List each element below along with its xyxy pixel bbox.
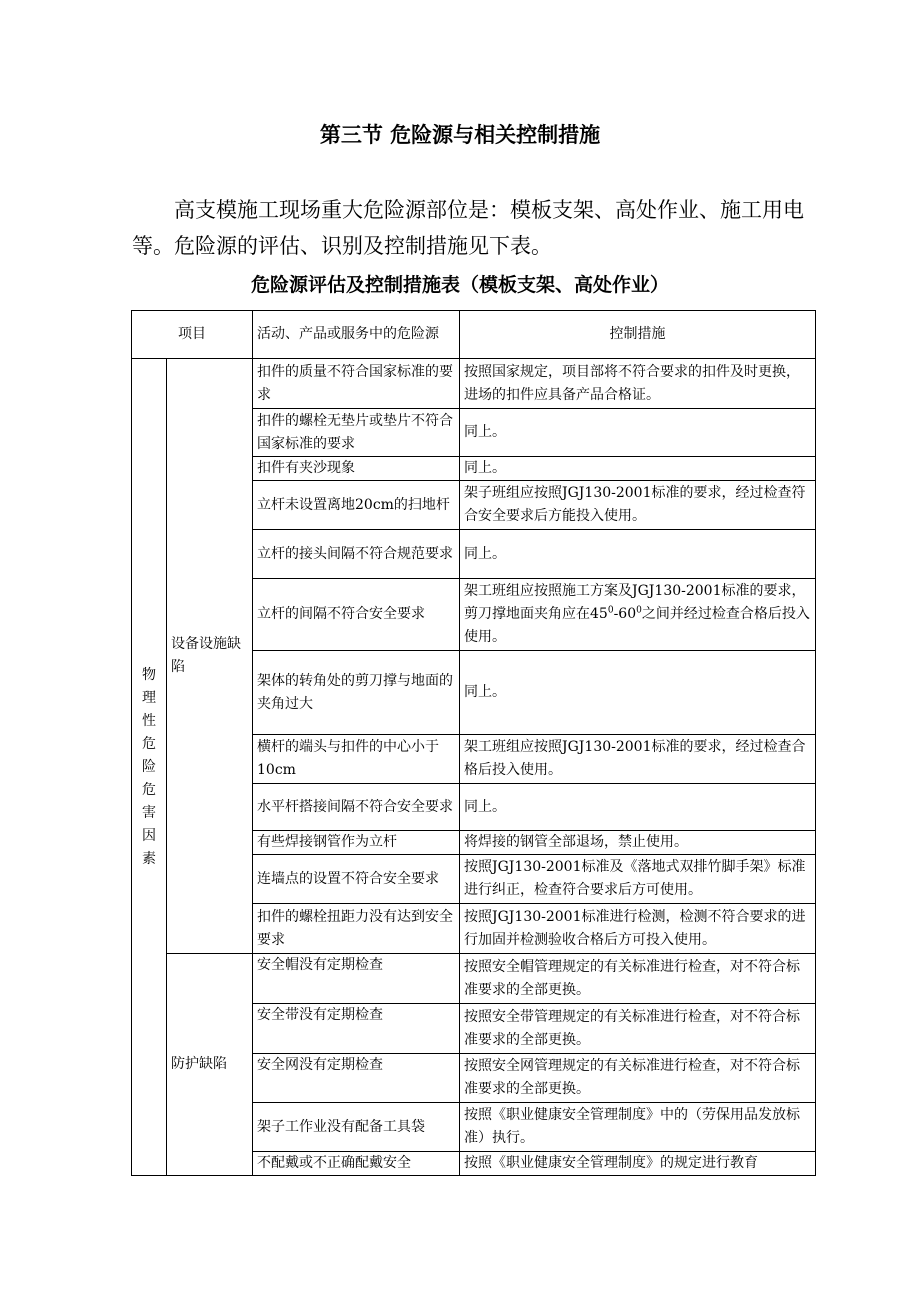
group-protection-cell: 防护缺陷 (167, 954, 253, 1176)
hazard-cell: 扣件的螺栓扭距力没有达到安全要求 (253, 904, 460, 954)
measure-cell (460, 579, 816, 651)
measure-cell: 按照国家规定，项目部将不符合要求的扣件及时更换，进场的扣件应具备产品合格证。 (460, 359, 816, 409)
table-header-row (132, 311, 816, 359)
measure-cell: 架工班组应按照JGJ130-2001标准的要求，经过检查合格后投入使用。 (460, 735, 816, 784)
hazard-cell: 有些焊接钢管作为立杆 (253, 831, 460, 855)
hazard-cell: 扣件的质量不符合国家标准的要求 (253, 359, 460, 409)
hazard-cell: 架体的转角处的剪刀撑与地面的夹角过大 (253, 651, 460, 735)
header-item: 项目 (132, 311, 253, 359)
hazard-cell: 不配戴或不正确配戴安全 (253, 1152, 460, 1176)
degree-superscript: 0 (607, 605, 614, 616)
category-char: 危 (142, 735, 156, 752)
category-char: 险 (142, 758, 156, 775)
hazard-cell: 扣件有夹沙现象 (253, 457, 460, 481)
measure-cell: 按照安全带管理规定的有关标准进行检查，对不符合标准要求的全部更换。 (460, 1004, 816, 1054)
hazard-table (131, 310, 816, 1176)
measure-text-c: 之间并经过检查合格后投入使用。 (464, 606, 810, 645)
category-char: 因 (142, 827, 156, 844)
category-char: 物 (142, 666, 156, 683)
measure-cell: 同上。 (460, 651, 816, 735)
hazard-cell: 安全帽没有定期检查 (253, 954, 460, 1004)
measure-cell: 同上。 (460, 530, 816, 579)
measure-cell: 按照安全网管理规定的有关标准进行检查，对不符合标准要求的全部更换。 (460, 1054, 816, 1103)
measure-cell: 架子班组应按照JGJ130-2001标准的要求，经过检查符合安全要求后方能投入使用。 (460, 481, 816, 530)
table-row (132, 359, 816, 409)
hazard-cell: 立杆的接头间隔不符合规范要求 (253, 530, 460, 579)
category-char: 素 (142, 850, 156, 867)
measure-cell: 按照JGJ130-2001标准进行检测，检测不符合要求的进行加固并检测验收合格后方可投入使用。 (460, 904, 816, 954)
hazard-cell: 水平杆搭接间隔不符合安全要求 (253, 784, 460, 831)
degree-superscript: 0 (636, 605, 642, 616)
hazard-cell: 立杆未设置离地20cm的扫地杆 (253, 481, 460, 530)
hazard-cell: 立杆的间隔不符合安全要求 (253, 579, 460, 651)
intro-paragraph: 高支模施工现场重大危险源部位是：模板支架、高处作业、施工用电等。危险源的评估、识别及控制措施见下表。 (132, 198, 804, 258)
measure-cell: 同上。 (460, 457, 816, 481)
measure-cell: 按照《职业健康安全管理制度》的规定进行教育 (460, 1152, 816, 1176)
category-char: 危 (142, 781, 156, 798)
table-row (132, 954, 816, 1004)
hazard-cell: 安全带没有定期检查 (253, 1004, 460, 1054)
hazard-cell: 扣件的螺栓无垫片或垫片不符合国家标准的要求 (253, 409, 460, 457)
category-char: 性 (142, 712, 156, 729)
table-title: 危险源评估及控制措施表（模板支架、高处作业） (250, 274, 669, 296)
section-title: 第三节 危险源与相关控制措施 (319, 123, 601, 147)
measure-cell: 将焊接的钢管全部退场，禁止使用。 (460, 831, 816, 855)
header-measure: 控制措施 (460, 311, 816, 359)
measure-cell: 同上。 (460, 409, 816, 457)
measure-cell: 同上。 (460, 784, 816, 831)
measure-text-a: 架工班组应按照施工方案及JGJ130-2001标准的要求，剪刀撑地面夹角应在45 (464, 583, 806, 622)
hazard-cell: 架子工作业没有配备工具袋 (253, 1103, 460, 1152)
category-char: 理 (142, 689, 156, 706)
category-cell (132, 359, 167, 1176)
category-text (136, 664, 162, 871)
measure-cell: 按照《职业健康安全管理制度》中的（劳保用品发放标准）执行。 (460, 1103, 816, 1152)
measure-cell: 按照JGJ130-2001标准及《落地式双排竹脚手架》标准进行纠正，检查符合要求后方可使用。 (460, 855, 816, 904)
measure-text-b: -60 (613, 606, 637, 622)
hazard-cell: 横杆的端头与扣件的中心小于10cm (253, 735, 460, 784)
header-hazard: 活动、产品或服务中的危险源 (253, 311, 460, 359)
category-char: 害 (142, 804, 156, 821)
measure-cell: 按照安全帽管理规定的有关标准进行检查，对不符合标准要求的全部更换。 (460, 954, 816, 1004)
hazard-cell: 连墙点的设置不符合安全要求 (253, 855, 460, 904)
hazard-cell: 安全网没有定期检查 (253, 1054, 460, 1103)
group-equipment-cell: 设备设施缺陷 (167, 359, 253, 954)
